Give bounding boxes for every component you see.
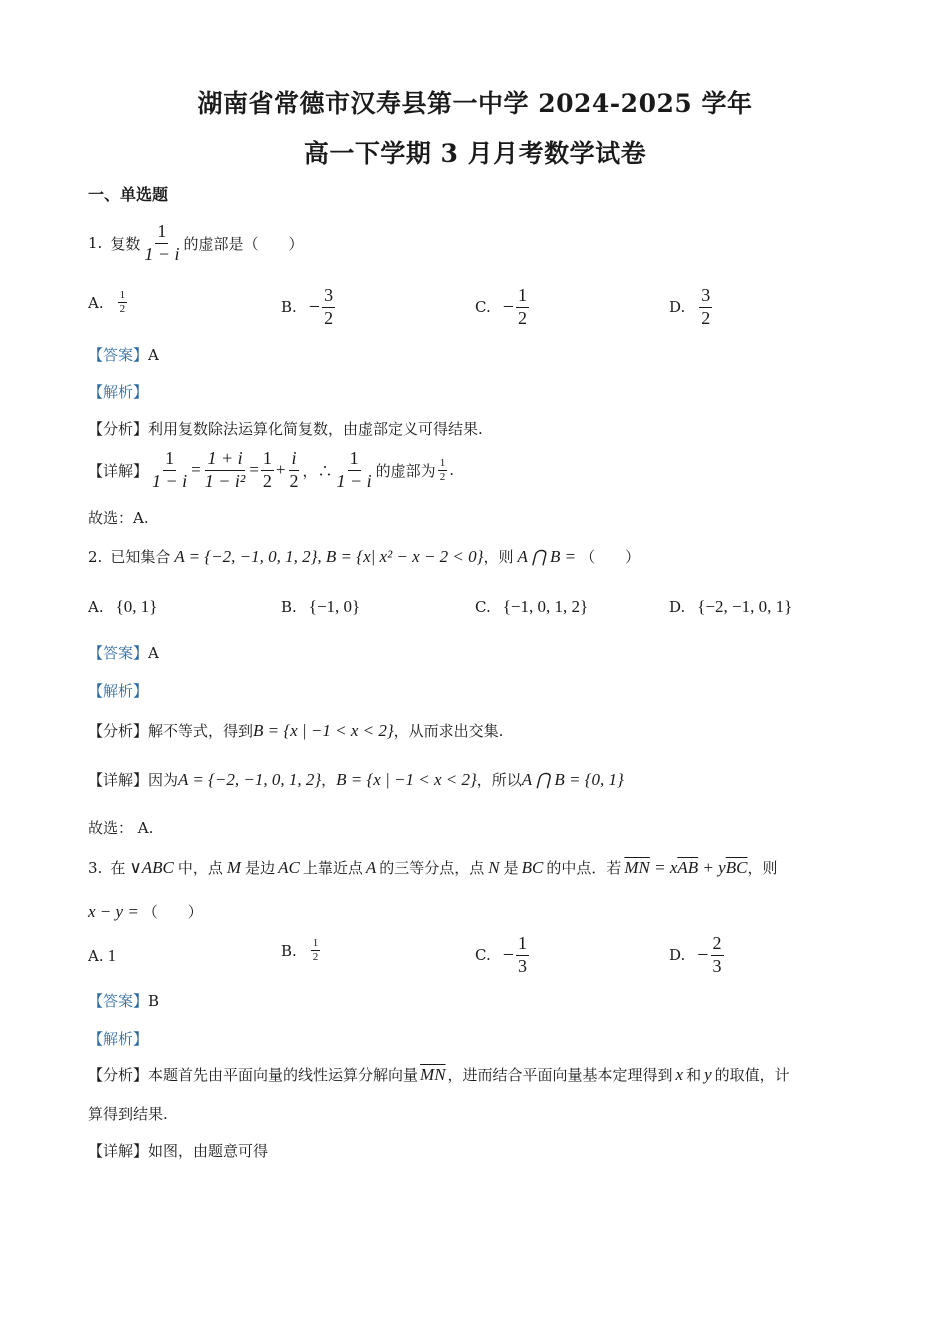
q3-fenxi [88, 1064, 790, 1085]
q1-option-b-num: 3 [322, 286, 335, 308]
q1-detail-frac2 [203, 449, 248, 492]
q3-stem-bc: BC [521, 857, 544, 877]
q1-detail-frac4-num: i [289, 449, 298, 471]
q3-vector-bc: $\overline{BC}$ [725, 857, 748, 877]
q1-detail-frac2-den: 1 − i² [204, 470, 246, 491]
q1-choose-value: A. [133, 509, 149, 527]
q3-number: 3. [88, 858, 103, 877]
q3-detail-text: 如图，由题意可得 [148, 1142, 269, 1160]
answer-label: 【答案】 [88, 992, 149, 1010]
q1-detail-frac6-num: 1 [439, 456, 446, 469]
q3-vector-eq: = x [649, 857, 678, 877]
q1-frac-num: 1 [155, 222, 168, 244]
q1-detail-frac2-num: 1 + i [205, 449, 244, 471]
q2-detail-math2: B = {x | −1 < x < 2} [336, 769, 477, 789]
xiangjie-label: 【详解】 [88, 461, 149, 480]
q1-detail-end: . [449, 461, 454, 480]
q3-stem-d: 上靠近点 [302, 859, 363, 877]
q3-option-b [281, 938, 322, 963]
xiangjie-label: 【详解】 [88, 1142, 149, 1160]
q1-option-c-fraction [516, 286, 529, 329]
q1-fenxi-text: 利用复数除法运算化简复数，由虚部定义可得结果. [148, 420, 483, 438]
q1-number: 1. [88, 234, 103, 253]
q2-stem-paren: （ ） [580, 548, 641, 566]
q2-option-b [281, 597, 360, 617]
q2-option-d [669, 597, 792, 617]
q2-answer-value: A [148, 644, 159, 662]
q3-option-a [88, 946, 116, 966]
q3-option-a-text: 1 [107, 946, 117, 965]
q3-option-a-letter: A. [88, 947, 104, 965]
q1-option-d-letter: D. [669, 298, 686, 317]
q2-option-d-letter: D. [669, 598, 686, 616]
q1-option-d-den: 2 [701, 307, 711, 328]
q3-option-c-den: 3 [518, 955, 527, 976]
q2-detail-pre: 因为 [148, 771, 179, 789]
q3-option-d-num: 2 [711, 934, 724, 956]
q1-detail-post: 的虚部为 [375, 461, 436, 480]
q1-option-a [88, 290, 129, 315]
q1-detail-frac1 [150, 449, 189, 492]
q1-detail-frac1-den: 1 − i [152, 470, 188, 491]
q3-vector-mn: $\overline{MN}$ [624, 857, 650, 877]
q1-detail-eq1: = [191, 460, 201, 480]
fenxi-label: 【分析】 [88, 722, 149, 740]
q2-detail-math3: A ⋂ B = {0, 1} [521, 769, 624, 789]
q1-fenxi [88, 418, 483, 439]
q1-detail-frac1-num: 1 [163, 449, 176, 471]
q2-analysis-label: 【解析】 [88, 682, 149, 700]
q1-detail-frac3-den: 2 [262, 470, 272, 491]
q1-analysis-label: 【解析】 [88, 383, 149, 401]
q1-option-c-num: 1 [516, 286, 529, 308]
q3-stem-triangle: ∨ABC [129, 857, 174, 877]
q3-stem-n: N [488, 857, 500, 877]
q1-frac-den: 1 − i [144, 243, 180, 264]
q3-option-b-num: 1 [312, 937, 319, 949]
q3-option-b-fraction [311, 938, 321, 963]
page-subtitle: 高一下学期 3 月月考数学试卷 [303, 139, 647, 168]
q3-option-d-den: 3 [712, 955, 722, 976]
q2-detail-mid2: ，所以 [476, 771, 522, 789]
q1-detail-frac3-num: 1 [261, 449, 274, 471]
q2-fenxi-post: ，从而求出交集. [393, 722, 504, 740]
q1-answer-value: A [148, 346, 159, 364]
q3-stem-b: 中，点 [177, 859, 223, 877]
q3-fenxi-x: x [675, 1064, 684, 1084]
q2-stem-pre: 已知集合 [110, 548, 171, 566]
q1-option-a-num: 1 [119, 289, 126, 301]
q1-detail-frac6 [438, 458, 448, 483]
q1-detail-eq2: = [249, 460, 259, 480]
q1-detail-frac5-den: 1 − i [336, 470, 372, 491]
q3-option-c-fraction [516, 934, 529, 977]
q2-fenxi-math: B = {x | −1 < x < 2} [253, 720, 394, 740]
q3-stem-a: 在 [110, 859, 126, 877]
q1-option-d [669, 286, 714, 329]
q2-option-c [475, 597, 588, 617]
q3-option-c-num: 1 [516, 934, 529, 956]
q2-option-d-text: {−2, −1, 0, 1} [697, 597, 793, 616]
q2-choose-value: A. [133, 819, 154, 837]
section-heading: 一、单选题 [88, 185, 169, 204]
answer-label: 【答案】 [88, 346, 149, 364]
q1-option-a-fraction [118, 290, 128, 315]
q1-choose [88, 507, 149, 528]
q3-stem-h: ，则 [747, 859, 778, 877]
q1-option-c [475, 286, 531, 329]
q3-answer [88, 990, 159, 1011]
q1-stem-fraction [142, 222, 181, 265]
q3-line2-math: x − y = [88, 901, 139, 921]
q3-fenxi-d: 的取值，计 [714, 1066, 790, 1084]
q2-fenxi [88, 720, 503, 741]
fenxi-label: 【分析】 [88, 1066, 149, 1084]
q2-detail [88, 769, 624, 790]
q3-option-d-letter: D. [669, 946, 686, 965]
q3-stem-e: 的三等分点，点 [379, 859, 485, 877]
q3-answer-value: B [148, 992, 160, 1010]
q3-fenxi-b: ，进而结合平面向量基本定理得到 [447, 1066, 673, 1084]
q2-option-c-text: {−1, 0, 1, 2} [502, 597, 589, 616]
q3-fenxi-line2: 算得到结果. [88, 1105, 168, 1123]
q3-option-d-sign: − [697, 943, 709, 966]
choose-prefix: 故选： [88, 509, 134, 527]
q1-detail-frac5 [335, 449, 374, 492]
q2-option-a-text: {0, 1} [115, 597, 158, 616]
q3-stem [88, 857, 777, 878]
q1-option-a-letter: A. [88, 293, 104, 312]
q3-option-d-fraction [711, 934, 724, 977]
q3-stem-g: 的中点．若 [546, 859, 622, 877]
q3-detail [88, 1140, 268, 1161]
q1-detail-frac4 [288, 449, 301, 492]
q1-stem-pre: 复数 [110, 234, 141, 253]
q2-option-a-letter: A. [88, 598, 104, 616]
q3-option-b-den: 2 [312, 951, 319, 963]
q2-choose [88, 817, 153, 838]
q3-fenxi-y: y [704, 1064, 712, 1084]
q1-option-b-den: 2 [324, 307, 334, 328]
q2-option-c-letter: C. [475, 598, 491, 616]
q3-stem-f: 是 [503, 859, 519, 877]
q1-option-c-letter: C. [475, 298, 491, 317]
q1-option-c-sign: − [502, 295, 514, 318]
q1-answer [88, 344, 159, 365]
q3-fenxi-a: 本题首先由平面向量的线性运算分解向量 [148, 1066, 419, 1084]
q1-option-d-fraction [699, 286, 712, 329]
q2-option-b-text: {−1, 0} [308, 597, 361, 616]
q3-fenxi-c: 和 [686, 1066, 702, 1084]
page-title: 湖南省常德市汉寿县第一中学 2024-2025 学年 [197, 89, 753, 118]
q3-vector-plus: + y [698, 857, 726, 877]
q1-detail-frac6-den: 2 [439, 470, 446, 483]
fenxi-label: 【分析】 [88, 420, 149, 438]
q1-detail-frac5-num: 1 [348, 449, 361, 471]
q3-option-c-sign: − [502, 943, 514, 966]
q1-option-b [281, 286, 337, 329]
q1-detail-frac4-den: 2 [289, 470, 299, 491]
q3-option-c [475, 934, 531, 977]
q3-analysis-label: 【解析】 [88, 1030, 149, 1048]
q2-stem [88, 546, 640, 567]
q3-stem-line2 [88, 901, 203, 922]
q3-fenxi-vector: $\overline{MN}$ [420, 1064, 446, 1084]
q1-detail-frac3 [261, 449, 274, 492]
q2-detail-mid: ， [321, 771, 337, 789]
q2-stem-post: ，则 [483, 548, 514, 566]
q1-option-d-num: 3 [699, 286, 712, 308]
q3-stem-c: 是边 [245, 859, 276, 877]
q1-detail-therefore: ，∴ [302, 461, 333, 480]
answer-label: 【答案】 [88, 644, 149, 662]
q3-option-c-letter: C. [475, 946, 491, 965]
q2-number: 2. [88, 547, 103, 566]
q3-vector-ab: $\overline{AB}$ [677, 857, 699, 877]
q2-answer [88, 642, 159, 663]
q2-option-b-letter: B. [281, 598, 297, 616]
q3-line2-paren: （ ） [142, 903, 203, 921]
q3-stem-a-point: A [365, 857, 377, 877]
q3-option-b-letter: B. [281, 941, 297, 960]
q2-option-a [88, 597, 157, 617]
q3-stem-m: M [226, 857, 242, 877]
q2-stem-math: A = {−2, −1, 0, 1, 2}, B = {x| x² − x − 2 < 0} [174, 546, 484, 566]
q1-option-b-fraction [322, 286, 335, 329]
q1-option-c-den: 2 [518, 307, 527, 328]
q1-stem [88, 222, 304, 265]
q1-option-b-sign: − [308, 295, 321, 318]
q1-detail-plus: + [275, 460, 286, 480]
q1-option-b-letter: B. [281, 298, 297, 317]
q2-fenxi-pre: 解不等式，得到 [148, 722, 254, 740]
q1-detail [88, 449, 454, 492]
xiangjie-label: 【详解】 [88, 771, 149, 789]
q3-option-d [669, 934, 726, 977]
q3-stem-ac: AC [278, 857, 300, 877]
choose-prefix: 故选： [88, 819, 134, 837]
q1-stem-post: 的虚部是（ ） [183, 234, 304, 253]
q1-option-a-den: 2 [119, 303, 126, 315]
q2-detail-math1: A = {−2, −1, 0, 1, 2} [178, 769, 322, 789]
q2-stem-math2: A ⋂ B = [517, 546, 577, 566]
